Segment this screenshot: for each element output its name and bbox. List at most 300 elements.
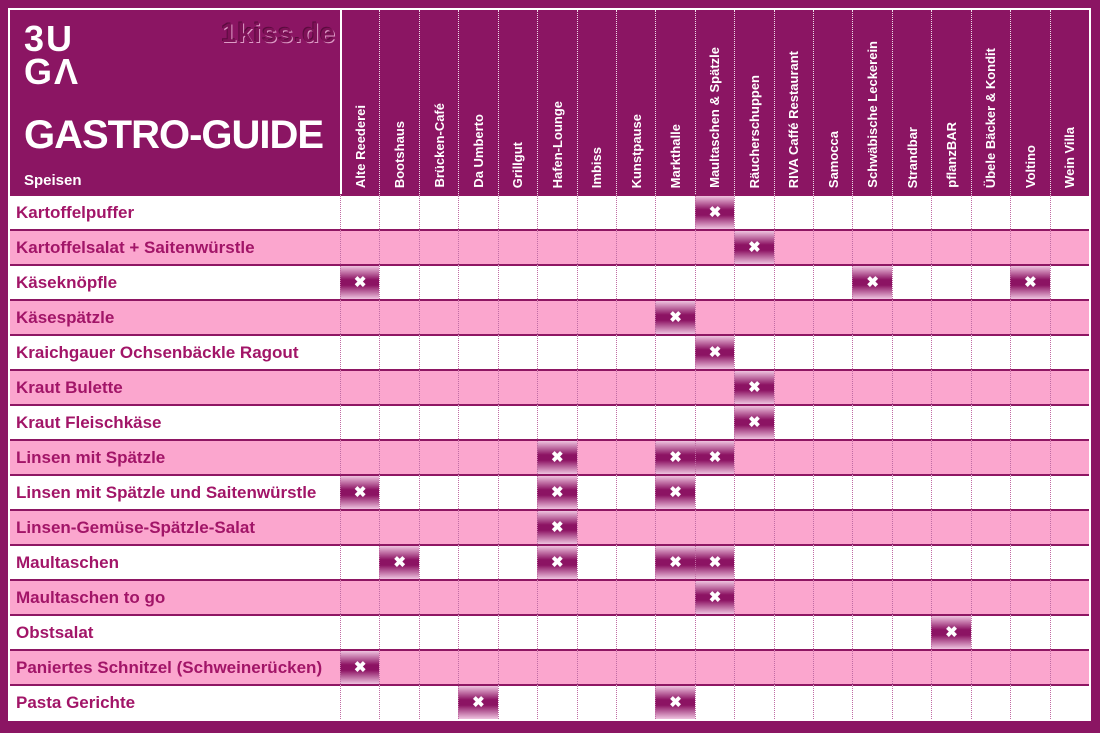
matrix-cell: [774, 194, 813, 229]
matrix-cell: [458, 579, 497, 614]
matrix-cell: [458, 229, 497, 264]
matrix-cell: [971, 579, 1010, 614]
matrix-cell: [498, 649, 537, 684]
matrix-cell: [340, 194, 379, 229]
matrix-cell: [616, 334, 655, 369]
row-label: Paniertes Schnitzel (Schweinerücken): [10, 649, 340, 684]
matrix-cell: [931, 579, 970, 614]
matrix-cell: [1050, 264, 1089, 299]
matrix-cell: [971, 474, 1010, 509]
matrix-cell: [1010, 684, 1049, 719]
matrix-cell: [616, 369, 655, 404]
matrix-cell: [537, 194, 576, 229]
matrix-cell: [813, 264, 852, 299]
matrix-cell: [971, 544, 1010, 579]
column-header-label: Wein Villa: [1062, 127, 1078, 188]
row-label: Maultaschen to go: [10, 579, 340, 614]
matrix-cell: [813, 649, 852, 684]
matrix-cell: [340, 334, 379, 369]
row-label: Linsen-Gemüse-Spätzle-Salat: [10, 509, 340, 544]
matrix-cell: [892, 544, 931, 579]
matrix-cell: [892, 299, 931, 334]
matrix-cell: [1010, 229, 1049, 264]
matrix-cell: [379, 474, 418, 509]
column-header: [852, 10, 891, 194]
matrix-cell: [892, 439, 931, 474]
matrix-cell: [1010, 299, 1049, 334]
column-header-label: Grillgut: [510, 141, 526, 188]
matrix-cell: [655, 194, 694, 229]
matrix-cell: [931, 334, 970, 369]
matrix-cell: [498, 579, 537, 614]
column-header-label: Voltino: [1022, 144, 1038, 188]
column-header-label: Brücken-Café: [431, 103, 447, 188]
matrix-cell: [852, 299, 891, 334]
matrix-cell: [458, 439, 497, 474]
matrix-cell: [734, 404, 773, 439]
matrix-cell: [498, 264, 537, 299]
matrix-cell: [1050, 614, 1089, 649]
column-header-label: Schwäbische Leckerein: [865, 41, 881, 188]
matrix-cell: [852, 334, 891, 369]
row-label: Käseknöpfle: [10, 264, 340, 299]
matrix-cell: [577, 229, 616, 264]
matrix-cell: [498, 544, 537, 579]
check-mark-icon: ✖: [748, 239, 761, 256]
matrix-cell: [577, 264, 616, 299]
matrix-cell: [971, 299, 1010, 334]
check-mark-icon: ✖: [551, 554, 564, 571]
matrix-cell: [458, 614, 497, 649]
row-label: Linsen mit Spätzle und Saitenwürstle: [10, 474, 340, 509]
matrix-cell: [1010, 264, 1049, 299]
matrix-cell: [577, 369, 616, 404]
matrix-cell: [971, 334, 1010, 369]
matrix-cell: [774, 439, 813, 474]
matrix-cell: [1010, 334, 1049, 369]
matrix-cell: [813, 369, 852, 404]
column-header-label: Da Umberto: [470, 114, 486, 188]
matrix-cell: [813, 684, 852, 719]
check-mark-icon: ✖: [353, 484, 367, 501]
matrix-cell: [971, 649, 1010, 684]
matrix-cell: [498, 229, 537, 264]
matrix-cell: [379, 299, 418, 334]
matrix-cell: [655, 544, 694, 579]
matrix-cell: [498, 509, 537, 544]
matrix-cell: [852, 614, 891, 649]
check-mark-icon: ✖: [748, 379, 761, 396]
column-header: [498, 10, 537, 194]
column-header: [931, 10, 970, 194]
check-mark-icon: ✖: [708, 344, 722, 361]
matrix-cell: [971, 439, 1010, 474]
header-panel: [10, 10, 340, 194]
matrix-cell: [1010, 509, 1049, 544]
matrix-cell: [971, 614, 1010, 649]
column-header-label: Übele Bäcker & Kondit: [983, 47, 999, 188]
matrix-cell: [931, 509, 970, 544]
matrix-cell: [458, 474, 497, 509]
matrix-cell: [774, 404, 813, 439]
matrix-cell: [537, 334, 576, 369]
matrix-cell: [419, 544, 458, 579]
matrix-cell: [1050, 684, 1089, 719]
matrix-cell: [1050, 229, 1089, 264]
matrix-cell: [695, 194, 734, 229]
matrix-cell: [813, 614, 852, 649]
matrix-cell: [852, 404, 891, 439]
matrix-cell: [695, 404, 734, 439]
matrix-cell: [537, 579, 576, 614]
matrix-cell: [774, 649, 813, 684]
row-label: Kraut Bulette: [10, 369, 340, 404]
matrix-cell: [734, 614, 773, 649]
matrix-cell: [537, 474, 576, 509]
matrix-cell: [616, 544, 655, 579]
matrix-cell: [734, 299, 773, 334]
matrix-cell: [340, 299, 379, 334]
matrix-cell: [458, 299, 497, 334]
matrix-cell: [931, 439, 970, 474]
matrix-cell: [1050, 369, 1089, 404]
check-mark-icon: ✖: [669, 554, 682, 571]
matrix-cell: [655, 579, 694, 614]
matrix-cell: [892, 474, 931, 509]
matrix-cell: [971, 369, 1010, 404]
matrix-cell: [774, 614, 813, 649]
column-header-label: Strandbar: [904, 126, 920, 188]
matrix-cell: [655, 264, 694, 299]
matrix-cell: [419, 439, 458, 474]
matrix-cell: [340, 649, 379, 684]
matrix-cell: [813, 439, 852, 474]
matrix-cell: [971, 229, 1010, 264]
column-header-label: Räucherschuppen: [746, 74, 762, 188]
matrix-cell: [852, 194, 891, 229]
matrix-cell: [1010, 369, 1049, 404]
matrix-cell: [813, 544, 852, 579]
column-header: [813, 10, 852, 194]
matrix-cell: [931, 229, 970, 264]
matrix-cell: [498, 299, 537, 334]
matrix-cell: [577, 509, 616, 544]
matrix-cell: [419, 579, 458, 614]
matrix-cell: [892, 614, 931, 649]
matrix-cell: [892, 229, 931, 264]
matrix-cell: [1050, 299, 1089, 334]
matrix-cell: [774, 684, 813, 719]
matrix-cell: [419, 404, 458, 439]
matrix-cell: [971, 684, 1010, 719]
column-header: [340, 10, 379, 194]
matrix-cell: [577, 194, 616, 229]
matrix-cell: [458, 649, 497, 684]
matrix-cell: [577, 544, 616, 579]
matrix-cell: [379, 579, 418, 614]
check-mark-icon: ✖: [708, 589, 722, 606]
matrix-cell: [616, 299, 655, 334]
matrix-cell: [577, 684, 616, 719]
check-mark-icon: ✖: [669, 484, 682, 501]
matrix-cell: [616, 579, 655, 614]
matrix-cell: [537, 229, 576, 264]
matrix-cell: [458, 404, 497, 439]
matrix-cell: [498, 439, 537, 474]
check-mark-icon: ✖: [1024, 274, 1037, 291]
matrix-cell: [695, 264, 734, 299]
matrix-cell: [734, 579, 773, 614]
matrix-cell: [577, 299, 616, 334]
matrix-cell: [340, 474, 379, 509]
matrix-cell: [577, 474, 616, 509]
column-header-label: Kunstpause: [628, 113, 644, 188]
row-label: Kartoffelsalat + Saitenwürstle: [10, 229, 340, 264]
matrix-cell: [1050, 579, 1089, 614]
column-header-label: pflanzBAR: [944, 122, 960, 188]
matrix-cell: [340, 614, 379, 649]
matrix-cell: [537, 684, 576, 719]
row-label: Kartoffelpuffer: [10, 194, 340, 229]
matrix-cell: [892, 194, 931, 229]
matrix-cell: [340, 439, 379, 474]
matrix-cell: [498, 194, 537, 229]
matrix-cell: [537, 264, 576, 299]
matrix-cell: [1010, 614, 1049, 649]
matrix-cell: [931, 194, 970, 229]
matrix-cell: [1010, 404, 1049, 439]
matrix-cell: [931, 404, 970, 439]
matrix-cell: [577, 404, 616, 439]
matrix-cell: [734, 264, 773, 299]
matrix-cell: [774, 334, 813, 369]
matrix-cell: [931, 649, 970, 684]
matrix-cell: [695, 649, 734, 684]
gastro-grid: [10, 10, 1089, 719]
matrix-cell: [695, 544, 734, 579]
row-label: Maultaschen: [10, 544, 340, 579]
column-header-label: Imbiss: [589, 146, 605, 188]
matrix-cell: [655, 299, 694, 334]
matrix-cell: [379, 229, 418, 264]
row-label: Kraut Fleischkäse: [10, 404, 340, 439]
matrix-cell: [379, 509, 418, 544]
matrix-cell: [734, 684, 773, 719]
matrix-cell: [458, 334, 497, 369]
matrix-cell: [774, 509, 813, 544]
matrix-cell: [379, 194, 418, 229]
matrix-cell: [458, 544, 497, 579]
matrix-cell: [340, 369, 379, 404]
column-header: [971, 10, 1010, 194]
matrix-cell: [774, 474, 813, 509]
matrix-cell: [340, 684, 379, 719]
matrix-cell: [1050, 649, 1089, 684]
matrix-cell: [695, 509, 734, 544]
matrix-cell: [616, 684, 655, 719]
matrix-cell: [655, 404, 694, 439]
matrix-cell: [852, 509, 891, 544]
matrix-cell: [616, 509, 655, 544]
matrix-cell: [695, 439, 734, 474]
column-header: [1010, 10, 1049, 194]
matrix-cell: [1050, 334, 1089, 369]
row-label: Pasta Gerichte: [10, 684, 340, 719]
matrix-cell: [892, 264, 931, 299]
matrix-cell: [892, 649, 931, 684]
check-mark-icon: ✖: [708, 449, 722, 466]
matrix-cell: [577, 649, 616, 684]
matrix-cell: [813, 579, 852, 614]
column-header: [655, 10, 694, 194]
watermark: 1kiss.de: [221, 18, 336, 48]
matrix-cell: [655, 474, 694, 509]
matrix-cell: [1010, 579, 1049, 614]
matrix-cell: [813, 299, 852, 334]
column-header: [537, 10, 576, 194]
matrix-cell: [892, 579, 931, 614]
matrix-cell: [616, 404, 655, 439]
matrix-cell: [695, 229, 734, 264]
matrix-cell: [931, 474, 970, 509]
matrix-cell: [379, 264, 418, 299]
matrix-cell: [616, 194, 655, 229]
matrix-cell: [655, 509, 694, 544]
column-header: [1050, 10, 1089, 194]
column-header: [419, 10, 458, 194]
buga-logo-line2: GΛ: [24, 51, 81, 93]
matrix-cell: [379, 404, 418, 439]
matrix-cell: [774, 229, 813, 264]
matrix-cell: [852, 439, 891, 474]
page-title: GASTRO-GUIDE: [24, 112, 324, 157]
matrix-cell: [971, 509, 1010, 544]
matrix-cell: [340, 509, 379, 544]
matrix-cell: [577, 579, 616, 614]
matrix-cell: [616, 439, 655, 474]
matrix-cell: [616, 474, 655, 509]
matrix-cell: [577, 439, 616, 474]
matrix-cell: [340, 544, 379, 579]
matrix-cell: [537, 614, 576, 649]
matrix-cell: [774, 369, 813, 404]
matrix-cell: [931, 684, 970, 719]
matrix-cell: [419, 264, 458, 299]
matrix-cell: [1010, 194, 1049, 229]
matrix-cell: [734, 544, 773, 579]
matrix-cell: [931, 299, 970, 334]
matrix-cell: [537, 439, 576, 474]
column-header: [616, 10, 655, 194]
matrix-cell: [774, 579, 813, 614]
column-header: [774, 10, 813, 194]
matrix-cell: [1010, 474, 1049, 509]
matrix-cell: [1010, 544, 1049, 579]
row-label: Käsespätzle: [10, 299, 340, 334]
matrix-cell: [734, 509, 773, 544]
matrix-cell: [379, 544, 418, 579]
matrix-cell: [419, 614, 458, 649]
matrix-cell: [931, 264, 970, 299]
matrix-cell: [695, 579, 734, 614]
matrix-cell: [734, 194, 773, 229]
matrix-cell: [695, 684, 734, 719]
column-header-label: Samocca: [825, 130, 841, 188]
matrix-cell: [419, 229, 458, 264]
check-mark-icon: ✖: [748, 414, 761, 431]
matrix-cell: [695, 369, 734, 404]
matrix-cell: [577, 334, 616, 369]
matrix-cell: [813, 194, 852, 229]
check-mark-icon: ✖: [551, 519, 564, 536]
matrix-cell: [1010, 649, 1049, 684]
matrix-cell: [498, 334, 537, 369]
matrix-cell: [419, 684, 458, 719]
matrix-cell: [458, 194, 497, 229]
matrix-cell: [734, 229, 773, 264]
matrix-cell: [498, 684, 537, 719]
matrix-cell: [419, 649, 458, 684]
matrix-cell: [379, 439, 418, 474]
matrix-cell: [931, 614, 970, 649]
matrix-cell: [695, 614, 734, 649]
check-mark-icon: ✖: [393, 554, 406, 571]
matrix-cell: [1050, 404, 1089, 439]
matrix-cell: [655, 684, 694, 719]
matrix-cell: [419, 194, 458, 229]
matrix-cell: [852, 264, 891, 299]
matrix-cell: [1050, 194, 1089, 229]
matrix-cell: [734, 474, 773, 509]
matrix-cell: [852, 684, 891, 719]
matrix-cell: [774, 264, 813, 299]
matrix-cell: [419, 299, 458, 334]
matrix-cell: [1050, 544, 1089, 579]
column-header: [892, 10, 931, 194]
check-mark-icon: ✖: [669, 449, 682, 466]
matrix-cell: [419, 509, 458, 544]
check-mark-icon: ✖: [353, 659, 367, 676]
column-header-label: Maultaschen & Spätzle: [707, 47, 723, 188]
matrix-cell: [852, 229, 891, 264]
check-mark-icon: ✖: [866, 274, 879, 291]
matrix-cell: [458, 684, 497, 719]
inner-frame: [8, 8, 1091, 721]
matrix-cell: [616, 264, 655, 299]
matrix-cell: [695, 299, 734, 334]
matrix-cell: [655, 229, 694, 264]
check-mark-icon: ✖: [669, 694, 682, 711]
matrix-cell: [340, 579, 379, 614]
matrix-cell: [655, 334, 694, 369]
matrix-cell: [695, 474, 734, 509]
matrix-cell: [498, 614, 537, 649]
check-mark-icon: ✖: [472, 694, 485, 711]
matrix-cell: [852, 369, 891, 404]
matrix-cell: [1050, 509, 1089, 544]
column-header: [458, 10, 497, 194]
matrix-cell: [734, 334, 773, 369]
matrix-cell: [537, 509, 576, 544]
matrix-cell: [892, 404, 931, 439]
check-mark-icon: ✖: [669, 309, 682, 326]
matrix-cell: [537, 369, 576, 404]
matrix-cell: [340, 229, 379, 264]
matrix-cell: [419, 474, 458, 509]
matrix-cell: [852, 579, 891, 614]
matrix-cell: [774, 544, 813, 579]
matrix-cell: [892, 369, 931, 404]
